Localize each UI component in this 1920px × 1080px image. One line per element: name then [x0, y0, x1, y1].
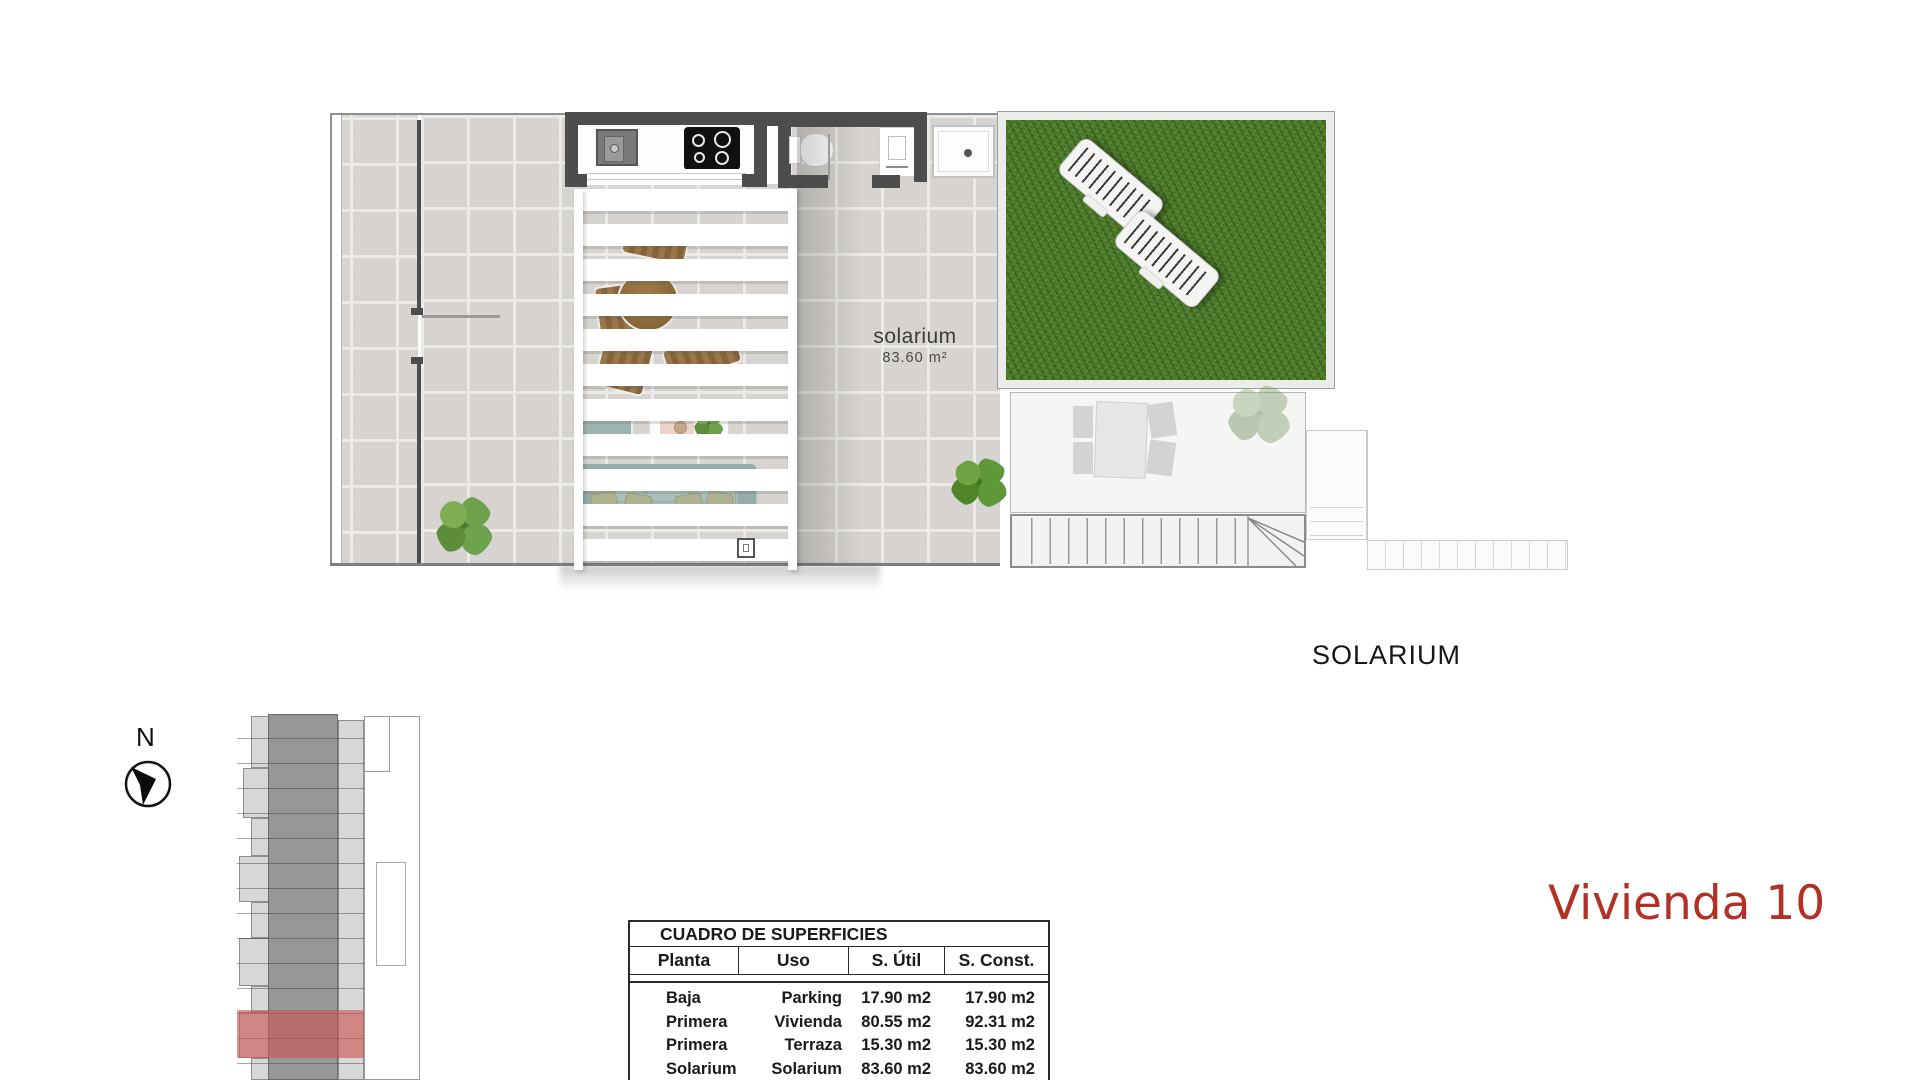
partition-wall-lower [417, 362, 421, 563]
site-key-plan [236, 712, 422, 1080]
basin-wall-stub [872, 175, 900, 188]
grass-area [1006, 120, 1326, 380]
north-indicator [118, 722, 188, 818]
plan-left-border-strip [332, 113, 341, 566]
solarium-caption: SOLARIUM [1312, 640, 1462, 670]
door-stub-right [742, 174, 767, 187]
ghost-chair [1146, 439, 1176, 476]
cell-s-util: 80.55 m2 [861, 1012, 932, 1031]
ghost-table [1094, 401, 1149, 479]
cell-uso: Terraza [784, 1036, 842, 1054]
tiled-terrace-left [342, 115, 418, 563]
cell-s-const: 92.31 m2 [965, 1012, 1035, 1031]
pergola-rail-right [788, 189, 797, 570]
cell-s-util: 15.30 m2 [861, 1036, 932, 1054]
surfaces-table-header [630, 947, 1048, 975]
door-leaf [422, 315, 500, 318]
table-row [630, 1036, 1048, 1060]
table-row [630, 1060, 1048, 1080]
north-label: N [136, 722, 155, 752]
kitchen-wall-left [565, 112, 578, 174]
room-area: 83.60 m² [882, 350, 948, 366]
basin-wall-right [914, 112, 927, 182]
door-jamb-top [411, 308, 423, 315]
washbasin [879, 127, 915, 177]
lower-terrace-ghost [1010, 392, 1306, 513]
pergola-rail-left [574, 189, 583, 570]
cell-uso: Vivienda [774, 1012, 842, 1031]
floor-drain-symbol [737, 538, 755, 558]
unit-title: Vivienda 10 [1548, 876, 1826, 931]
cell-s-const: 17.90 m2 [965, 989, 1035, 1007]
north-arrow-icon [122, 758, 174, 810]
stairs-winder [1246, 516, 1304, 566]
kitchen-glass-door [578, 169, 754, 185]
cell-planta: Primera [666, 1012, 728, 1031]
ghost-chair [1147, 401, 1177, 438]
cell-s-util: 83.60 m2 [861, 1059, 932, 1078]
door-jamb-bottom [411, 357, 423, 364]
header-uso: Uso [738, 947, 848, 974]
table-row [630, 989, 1048, 1013]
ghost-chair [1073, 442, 1093, 474]
room-name: solarium [873, 325, 957, 348]
stairs [1010, 514, 1306, 568]
cell-s-util: 17.90 m2 [861, 989, 932, 1007]
shower-tray [932, 125, 995, 178]
room-label [845, 325, 985, 366]
palm-plant [950, 458, 1010, 508]
wc-door-gap [767, 126, 778, 184]
potted-plant [436, 496, 494, 558]
neighbor-stairs [1367, 540, 1568, 570]
cell-uso: Solarium [771, 1059, 842, 1078]
ghost-chair [1073, 406, 1093, 438]
sun-lounger [1112, 207, 1223, 310]
cell-s-const: 83.60 m2 [965, 1059, 1035, 1078]
kitchen-hob [684, 127, 740, 170]
kitchen-sink [596, 129, 638, 166]
neighbor-landing [1306, 430, 1367, 540]
header-planta: Planta [657, 950, 711, 970]
cell-planta: Primera [666, 1036, 728, 1054]
header-s-util: S. Útil [848, 947, 944, 974]
ghost-palm [1227, 385, 1293, 445]
partition-wall-upper [417, 120, 421, 312]
pergola [574, 189, 797, 570]
neighbor-stair-line [1367, 430, 1368, 542]
table-row [630, 1013, 1048, 1037]
cell-uso: Parking [781, 989, 842, 1007]
surfaces-table [628, 920, 1050, 1080]
table-double-rule [630, 975, 1048, 983]
door-stub-left [565, 174, 587, 187]
unit-highlight [237, 1010, 364, 1058]
cell-planta: Baja [666, 989, 701, 1007]
cell-planta: Solarium [666, 1059, 737, 1078]
surfaces-table-title: CUADRO DE SUPERFICIES [630, 922, 1048, 947]
cell-s-const: 15.30 m2 [965, 1036, 1035, 1054]
header-s-const: S. Const. [944, 947, 1048, 974]
kitchen-wall-right [754, 112, 767, 174]
